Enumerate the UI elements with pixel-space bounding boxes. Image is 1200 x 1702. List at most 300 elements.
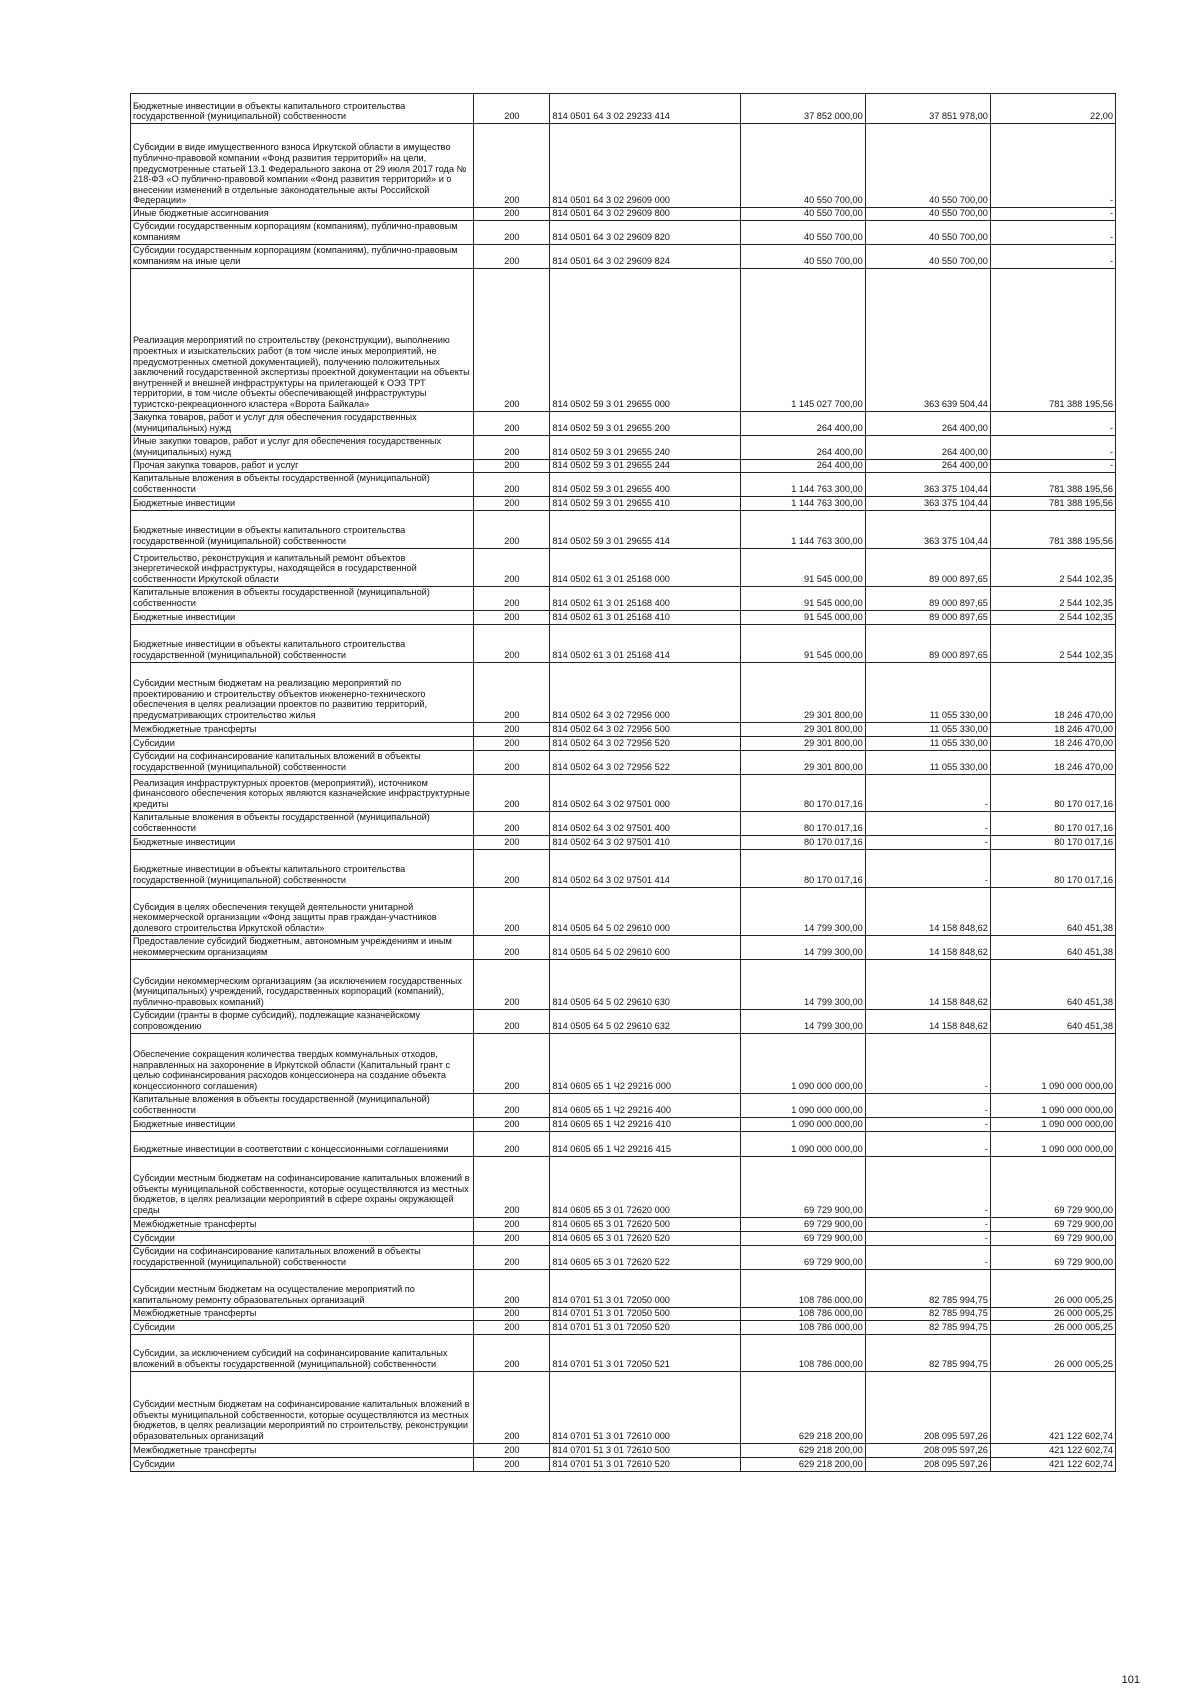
row-kvr: 200	[474, 548, 550, 586]
page-number: 101	[1121, 1674, 1140, 1686]
row-exec: 82 785 994,75	[865, 1307, 990, 1320]
row-exec: 82 785 994,75	[865, 1334, 990, 1371]
row-code: 814 0502 61 3 01 25168 410	[550, 610, 740, 624]
row-plan: 91 545 000,00	[740, 624, 865, 662]
row-kvr: 200	[474, 1217, 550, 1231]
row-name: Реализация инфраструктурных проектов (мероприятий), источником финансового обеспечения которых являются казначейские инфраструктурные кредиты	[131, 774, 474, 811]
row-plan: 40 550 700,00	[740, 124, 865, 208]
table-row	[131, 736, 1116, 750]
row-code: 814 0505 64 5 02 29610 600	[550, 935, 740, 959]
row-code: 814 0502 64 3 02 97501 000	[550, 774, 740, 811]
row-plan: 69 729 900,00	[740, 1217, 865, 1231]
row-plan: 264 400,00	[740, 459, 865, 472]
row-remainder: -	[990, 411, 1115, 435]
table-row	[131, 472, 1116, 496]
table-row	[131, 1334, 1116, 1371]
row-code: 814 0502 64 3 02 97501 414	[550, 849, 740, 887]
row-code: 814 0701 51 3 01 72050 000	[550, 1269, 740, 1307]
row-exec: 82 785 994,75	[865, 1269, 990, 1307]
row-kvr: 200	[474, 1245, 550, 1269]
row-name: Субсидии	[131, 736, 474, 750]
row-plan: 108 786 000,00	[740, 1269, 865, 1307]
row-exec: 14 158 848,62	[865, 887, 990, 935]
table-row	[131, 1320, 1116, 1334]
table-row	[131, 1131, 1116, 1156]
row-remainder: 421 122 602,74	[990, 1371, 1115, 1443]
row-kvr: 200	[474, 459, 550, 472]
row-plan: 14 799 300,00	[740, 887, 865, 935]
row-name: Межбюджетные трансферты	[131, 1307, 474, 1320]
row-remainder: 2 544 102,35	[990, 624, 1115, 662]
table-row	[131, 722, 1116, 736]
row-kvr: 200	[474, 586, 550, 610]
table-row	[131, 220, 1116, 244]
row-remainder: -	[990, 459, 1115, 472]
row-kvr: 200	[474, 268, 550, 411]
row-remainder: -	[990, 208, 1115, 221]
row-code: 814 0501 64 3 02 29609 000	[550, 124, 740, 208]
row-code: 814 0605 65 3 01 72620 522	[550, 1245, 740, 1269]
row-kvr: 200	[474, 1334, 550, 1371]
row-name: Субсидии, за исключением субсидий на софинансирование капитальных вложений в объекты государственной (муниципальной) собственности	[131, 1334, 474, 1371]
row-plan: 1 144 763 300,00	[740, 510, 865, 548]
row-name: Субсидии государственным корпорациям (компаниям), публично-правовым компаниям	[131, 220, 474, 244]
row-kvr: 200	[474, 610, 550, 624]
table-row	[131, 959, 1116, 1009]
table-row	[131, 624, 1116, 662]
row-remainder: 69 729 900,00	[990, 1217, 1115, 1231]
row-kvr: 200	[474, 774, 550, 811]
table-row	[131, 750, 1116, 774]
row-name: Субсидии (гранты в форме субсидий), подлежащие казначейскому сопровождению	[131, 1009, 474, 1033]
row-plan: 69 729 900,00	[740, 1231, 865, 1245]
row-code: 814 0502 61 3 01 25168 400	[550, 586, 740, 610]
row-name: Прочая закупка товаров, работ и услуг	[131, 459, 474, 472]
row-name: Бюджетные инвестиции	[131, 496, 474, 510]
row-code: 814 0701 51 3 01 72050 520	[550, 1320, 740, 1334]
row-kvr: 200	[474, 1231, 550, 1245]
table-row	[131, 662, 1116, 722]
row-remainder: 1 090 000 000,00	[990, 1131, 1115, 1156]
row-plan: 1 144 763 300,00	[740, 472, 865, 496]
row-remainder: 781 388 195,56	[990, 472, 1115, 496]
row-exec: 89 000 897,65	[865, 624, 990, 662]
row-name: Субсидии государственным корпорациям (компаниям), публично-правовым компаниям на иные цели	[131, 244, 474, 268]
row-name: Субсидии местным бюджетам на осуществление мероприятий по капитальному ремонту образовательных организаций	[131, 1269, 474, 1307]
row-exec: 363 639 504,44	[865, 268, 990, 411]
row-remainder: 26 000 005,25	[990, 1334, 1115, 1371]
row-kvr: 200	[474, 624, 550, 662]
table-row	[131, 1033, 1116, 1093]
table-row	[131, 244, 1116, 268]
row-plan: 1 090 000 000,00	[740, 1131, 865, 1156]
row-kvr: 200	[474, 94, 550, 124]
table-row	[131, 1117, 1116, 1131]
row-exec: -	[865, 1093, 990, 1117]
table-row	[131, 268, 1116, 411]
row-kvr: 200	[474, 1269, 550, 1307]
row-name: Иные закупки товаров, работ и услуг для обеспечения государственных (муниципальных) нужд	[131, 435, 474, 459]
report-sheet	[130, 93, 1116, 1472]
row-exec: -	[865, 1217, 990, 1231]
row-remainder: 1 090 000 000,00	[990, 1033, 1115, 1093]
table-row	[131, 1217, 1116, 1231]
row-code: 814 0605 65 1 Ч2 29216 400	[550, 1093, 740, 1117]
row-exec: 264 400,00	[865, 411, 990, 435]
table-row	[131, 208, 1116, 221]
row-kvr: 200	[474, 1131, 550, 1156]
row-kvr: 200	[474, 1033, 550, 1093]
row-code: 814 0605 65 3 01 72620 520	[550, 1231, 740, 1245]
row-plan: 1 145 027 700,00	[740, 268, 865, 411]
row-plan: 108 786 000,00	[740, 1320, 865, 1334]
budget-table	[130, 93, 1116, 1472]
row-exec: 11 055 330,00	[865, 662, 990, 722]
row-exec: -	[865, 811, 990, 835]
table-row	[131, 849, 1116, 887]
row-remainder: 69 729 900,00	[990, 1245, 1115, 1269]
row-plan: 1 144 763 300,00	[740, 496, 865, 510]
row-exec: 14 158 848,62	[865, 959, 990, 1009]
row-plan: 29 301 800,00	[740, 736, 865, 750]
row-remainder: 26 000 005,25	[990, 1269, 1115, 1307]
row-name: Капитальные вложения в объекты государственной (муниципальной) собственности	[131, 811, 474, 835]
budget-table-body	[131, 94, 1116, 1472]
row-exec: 37 851 978,00	[865, 94, 990, 124]
row-kvr: 200	[474, 722, 550, 736]
row-remainder: 2 544 102,35	[990, 610, 1115, 624]
row-remainder: 1 090 000 000,00	[990, 1093, 1115, 1117]
row-plan: 40 550 700,00	[740, 220, 865, 244]
row-code: 814 0701 51 3 01 72610 000	[550, 1371, 740, 1443]
row-name: Субсидии некоммерческим организациям (за исключением государственных (муниципальных) учреждений, государственных корпораций (компаний), публично-правовых компаний)	[131, 959, 474, 1009]
row-code: 814 0502 59 3 01 29655 244	[550, 459, 740, 472]
row-code: 814 0502 59 3 01 29655 200	[550, 411, 740, 435]
row-remainder: -	[990, 220, 1115, 244]
row-code: 814 0605 65 3 01 72620 000	[550, 1156, 740, 1217]
table-row	[131, 496, 1116, 510]
table-row	[131, 1307, 1116, 1320]
row-remainder: 69 729 900,00	[990, 1231, 1115, 1245]
row-kvr: 200	[474, 849, 550, 887]
table-row	[131, 411, 1116, 435]
row-remainder: 26 000 005,25	[990, 1307, 1115, 1320]
row-kvr: 200	[474, 208, 550, 221]
row-kvr: 200	[474, 472, 550, 496]
row-kvr: 200	[474, 220, 550, 244]
row-exec: -	[865, 835, 990, 849]
row-name: Межбюджетные трансферты	[131, 1443, 474, 1457]
table-row	[131, 1156, 1116, 1217]
row-exec: 208 095 597,26	[865, 1443, 990, 1457]
row-exec: 264 400,00	[865, 459, 990, 472]
row-remainder: 69 729 900,00	[990, 1156, 1115, 1217]
table-row	[131, 1443, 1116, 1457]
row-kvr: 200	[474, 750, 550, 774]
row-name: Бюджетные инвестиции в объекты капитального строительства государственной (муниципальной) собственности	[131, 624, 474, 662]
table-row	[131, 510, 1116, 548]
row-name: Субсидии	[131, 1231, 474, 1245]
row-name: Бюджетные инвестиции в соответствии с концессионными соглашениями	[131, 1131, 474, 1156]
row-plan: 629 218 200,00	[740, 1371, 865, 1443]
row-kvr: 200	[474, 811, 550, 835]
row-exec: 208 095 597,26	[865, 1371, 990, 1443]
row-name: Субсидии	[131, 1320, 474, 1334]
row-name: Бюджетные инвестиции	[131, 610, 474, 624]
row-plan: 14 799 300,00	[740, 959, 865, 1009]
row-plan: 37 852 000,00	[740, 94, 865, 124]
row-plan: 108 786 000,00	[740, 1334, 865, 1371]
row-plan: 80 170 017,16	[740, 835, 865, 849]
table-row	[131, 1231, 1116, 1245]
row-remainder: 18 246 470,00	[990, 750, 1115, 774]
row-name: Субсидии	[131, 1457, 474, 1471]
table-row	[131, 1245, 1116, 1269]
row-exec: -	[865, 1033, 990, 1093]
row-kvr: 200	[474, 959, 550, 1009]
table-row	[131, 1457, 1116, 1471]
row-exec: 11 055 330,00	[865, 736, 990, 750]
table-row	[131, 435, 1116, 459]
row-remainder: 80 170 017,16	[990, 774, 1115, 811]
row-exec: -	[865, 1117, 990, 1131]
row-remainder: 22,00	[990, 94, 1115, 124]
row-code: 814 0502 64 3 02 72956 500	[550, 722, 740, 736]
row-code: 814 0502 61 3 01 25168 000	[550, 548, 740, 586]
row-plan: 69 729 900,00	[740, 1245, 865, 1269]
row-code: 814 0701 51 3 01 72050 500	[550, 1307, 740, 1320]
row-exec: 82 785 994,75	[865, 1320, 990, 1334]
row-name: Предоставление субсидий бюджетным, автономным учреждениям и иным некоммерческим организациям	[131, 935, 474, 959]
row-kvr: 200	[474, 1156, 550, 1217]
row-name: Межбюджетные трансферты	[131, 722, 474, 736]
row-code: 814 0502 64 3 02 72956 520	[550, 736, 740, 750]
row-remainder: 640 451,38	[990, 935, 1115, 959]
row-exec: 208 095 597,26	[865, 1457, 990, 1471]
row-plan: 1 090 000 000,00	[740, 1033, 865, 1093]
row-exec: 40 550 700,00	[865, 244, 990, 268]
table-row	[131, 811, 1116, 835]
row-exec: -	[865, 1231, 990, 1245]
row-remainder: 1 090 000 000,00	[990, 1117, 1115, 1131]
table-row	[131, 586, 1116, 610]
row-name: Обеспечение сокращения количества твердых коммунальных отходов, направленных на захоронение в Иркутской области (Капитальный грант с целью софинансирования расходов концессионера на создание объекта концессионного соглашения)	[131, 1033, 474, 1093]
row-remainder: -	[990, 244, 1115, 268]
row-name: Бюджетные инвестиции в объекты капитального строительства государственной (муниципальной) собственности	[131, 94, 474, 124]
row-remainder: 80 170 017,16	[990, 849, 1115, 887]
row-code: 814 0502 64 3 02 97501 410	[550, 835, 740, 849]
row-code: 814 0502 64 3 02 72956 522	[550, 750, 740, 774]
table-row	[131, 1093, 1116, 1117]
row-plan: 1 090 000 000,00	[740, 1117, 865, 1131]
row-plan: 264 400,00	[740, 435, 865, 459]
row-remainder: 80 170 017,16	[990, 835, 1115, 849]
table-row	[131, 1009, 1116, 1033]
row-code: 814 0605 65 3 01 72620 500	[550, 1217, 740, 1231]
row-exec: 363 375 104,44	[865, 496, 990, 510]
row-code: 814 0605 65 1 Ч2 29216 410	[550, 1117, 740, 1131]
row-plan: 629 218 200,00	[740, 1443, 865, 1457]
row-remainder: 781 388 195,56	[990, 496, 1115, 510]
row-kvr: 200	[474, 887, 550, 935]
table-row	[131, 835, 1116, 849]
row-exec: 363 375 104,44	[865, 510, 990, 548]
row-name: Бюджетные инвестиции в объекты капитального строительства государственной (муниципальной) собственности	[131, 510, 474, 548]
row-remainder: 18 246 470,00	[990, 736, 1115, 750]
row-code: 814 0505 64 5 02 29610 000	[550, 887, 740, 935]
row-remainder: 18 246 470,00	[990, 722, 1115, 736]
row-name: Субсидии местным бюджетам на софинансирование капитальных вложений в объекты муниципальной собственности, которые осуществляются из местных бюджетов, в целях реализации мероприятий по строительству, реконструкции образовательных организаций	[131, 1371, 474, 1443]
row-code: 814 0502 59 3 01 29655 414	[550, 510, 740, 548]
row-name: Закупка товаров, работ и услуг для обеспечения государственных (муниципальных) нужд	[131, 411, 474, 435]
row-plan: 91 545 000,00	[740, 610, 865, 624]
row-plan: 29 301 800,00	[740, 662, 865, 722]
row-code: 814 0505 64 5 02 29610 632	[550, 1009, 740, 1033]
row-name: Капитальные вложения в объекты государственной (муниципальной) собственности	[131, 586, 474, 610]
row-kvr: 200	[474, 244, 550, 268]
row-name: Субсидии в виде имущественного взноса Иркутской области в имущество публично-правовой компании «Фонд развития территорий» на цели, предусмотренные статьей 13.1 Федерального закона от 29 июля 2017 года № 218-ФЗ «О публично-правовой компании «Фонд развития территорий» и о внесении изменений в отдельные законодательные акты Российской Федерации»	[131, 124, 474, 208]
row-kvr: 200	[474, 496, 550, 510]
row-remainder: -	[990, 435, 1115, 459]
row-code: 814 0605 65 1 Ч2 29216 415	[550, 1131, 740, 1156]
row-kvr: 200	[474, 935, 550, 959]
row-name: Межбюджетные трансферты	[131, 1217, 474, 1231]
table-row	[131, 887, 1116, 935]
row-name: Субсидии местным бюджетам на софинансирование капитальных вложений в объекты муниципальной собственности, которые осуществляются из местных бюджетов, в целях реализации мероприятий в сфере охраны окружающей среды	[131, 1156, 474, 1217]
table-row	[131, 610, 1116, 624]
row-exec: -	[865, 849, 990, 887]
row-exec: 89 000 897,65	[865, 610, 990, 624]
row-kvr: 200	[474, 1443, 550, 1457]
row-plan: 80 170 017,16	[740, 774, 865, 811]
row-remainder: 640 451,38	[990, 959, 1115, 1009]
row-plan: 29 301 800,00	[740, 750, 865, 774]
row-kvr: 200	[474, 1371, 550, 1443]
row-exec: 40 550 700,00	[865, 124, 990, 208]
row-name: Бюджетные инвестиции	[131, 1117, 474, 1131]
row-code: 814 0502 64 3 02 97501 400	[550, 811, 740, 835]
row-plan: 14 799 300,00	[740, 935, 865, 959]
row-name: Субсидии на софинансирование капитальных вложений в объекты государственной (муниципальной) собственности	[131, 1245, 474, 1269]
row-name: Субсидии местным бюджетам на реализацию мероприятий по проектированию и строительству объектов инженерно-технического обеспечения в целях реализации проектов по развитию территорий, предусматривающих строительство жилья	[131, 662, 474, 722]
row-kvr: 200	[474, 1320, 550, 1334]
row-name: Бюджетные инвестиции в объекты капитального строительства государственной (муниципальной) собственности	[131, 849, 474, 887]
row-name: Капитальные вложения в объекты государственной (муниципальной) собственности	[131, 1093, 474, 1117]
row-kvr: 200	[474, 1009, 550, 1033]
row-remainder: 26 000 005,25	[990, 1320, 1115, 1334]
row-code: 814 0701 51 3 01 72610 520	[550, 1457, 740, 1471]
row-code: 814 0502 59 3 01 29655 400	[550, 472, 740, 496]
row-name: Бюджетные инвестиции	[131, 835, 474, 849]
row-code: 814 0501 64 3 02 29233 414	[550, 94, 740, 124]
table-row	[131, 459, 1116, 472]
row-exec: -	[865, 774, 990, 811]
row-kvr: 200	[474, 510, 550, 548]
row-code: 814 0701 51 3 01 72610 500	[550, 1443, 740, 1457]
table-row	[131, 774, 1116, 811]
row-kvr: 200	[474, 1093, 550, 1117]
row-remainder: 18 246 470,00	[990, 662, 1115, 722]
row-remainder: -	[990, 124, 1115, 208]
row-kvr: 200	[474, 435, 550, 459]
row-name: Иные бюджетные ассигнования	[131, 208, 474, 221]
row-exec: 14 158 848,62	[865, 1009, 990, 1033]
table-row	[131, 1371, 1116, 1443]
row-code: 814 0501 64 3 02 29609 824	[550, 244, 740, 268]
row-remainder: 640 451,38	[990, 887, 1115, 935]
row-remainder: 421 122 602,74	[990, 1443, 1115, 1457]
row-plan: 91 545 000,00	[740, 548, 865, 586]
row-kvr: 200	[474, 1307, 550, 1320]
row-plan: 629 218 200,00	[740, 1457, 865, 1471]
row-exec: -	[865, 1245, 990, 1269]
row-code: 814 0502 59 3 01 29655 410	[550, 496, 740, 510]
row-kvr: 200	[474, 736, 550, 750]
row-code: 814 0701 51 3 01 72050 521	[550, 1334, 740, 1371]
row-exec: 14 158 848,62	[865, 935, 990, 959]
row-kvr: 200	[474, 124, 550, 208]
row-plan: 29 301 800,00	[740, 722, 865, 736]
row-plan: 91 545 000,00	[740, 586, 865, 610]
row-code: 814 0502 59 3 01 29655 000	[550, 268, 740, 411]
row-exec: 40 550 700,00	[865, 208, 990, 221]
row-kvr: 200	[474, 1117, 550, 1131]
row-code: 814 0502 61 3 01 25168 414	[550, 624, 740, 662]
row-remainder: 640 451,38	[990, 1009, 1115, 1033]
table-row	[131, 548, 1116, 586]
row-exec: -	[865, 1131, 990, 1156]
row-exec: 264 400,00	[865, 435, 990, 459]
row-remainder: 80 170 017,16	[990, 811, 1115, 835]
row-plan: 40 550 700,00	[740, 244, 865, 268]
row-remainder: 2 544 102,35	[990, 586, 1115, 610]
row-name: Строительство, реконструкция и капитальный ремонт объектов энергетической инфраструктуры, находящейся в государственной собственности Иркутской области	[131, 548, 474, 586]
row-plan: 80 170 017,16	[740, 849, 865, 887]
row-plan: 80 170 017,16	[740, 811, 865, 835]
row-exec: 11 055 330,00	[865, 722, 990, 736]
row-name: Субсидия в целях обеспечения текущей деятельности унитарной некоммерческой организации «Фонд защиты прав граждан-участников долевого строительства Иркутской области»	[131, 887, 474, 935]
row-remainder: 2 544 102,35	[990, 548, 1115, 586]
row-exec: 11 055 330,00	[865, 750, 990, 774]
row-kvr: 200	[474, 662, 550, 722]
row-code: 814 0502 64 3 02 72956 000	[550, 662, 740, 722]
row-code: 814 0501 64 3 02 29609 800	[550, 208, 740, 221]
row-exec: 89 000 897,65	[865, 586, 990, 610]
row-remainder: 421 122 602,74	[990, 1457, 1115, 1471]
row-code: 814 0501 64 3 02 29609 820	[550, 220, 740, 244]
table-row	[131, 94, 1116, 124]
row-code: 814 0502 59 3 01 29655 240	[550, 435, 740, 459]
row-plan: 14 799 300,00	[740, 1009, 865, 1033]
table-row	[131, 1269, 1116, 1307]
row-plan: 1 090 000 000,00	[740, 1093, 865, 1117]
row-name: Реализация мероприятий по строительству (реконструкции), выполнению проектных и изыскательских работ (в том числе иных мероприятий, не предусмотренных сметной документацией), получению положительных заключений государственной экспертизы проектной документации на объекты внутренней и внешней инфраструктуры на прилегающей к ОЭЗ ТРТ территории, в том числе объекты обеспечивающей инфраструктуры туристско-рекреационного кластера «Ворота Байкала»	[131, 268, 474, 411]
row-exec: 363 375 104,44	[865, 472, 990, 496]
row-kvr: 200	[474, 411, 550, 435]
row-exec: 40 550 700,00	[865, 220, 990, 244]
row-code: 814 0605 65 1 Ч2 29216 000	[550, 1033, 740, 1093]
table-row	[131, 124, 1116, 208]
row-plan: 69 729 900,00	[740, 1156, 865, 1217]
row-plan: 264 400,00	[740, 411, 865, 435]
row-kvr: 200	[474, 835, 550, 849]
row-exec: 89 000 897,65	[865, 548, 990, 586]
row-remainder: 781 388 195,56	[990, 268, 1115, 411]
row-plan: 40 550 700,00	[740, 208, 865, 221]
row-name: Субсидии на софинансирование капитальных вложений в объекты государственной (муниципальной) собственности	[131, 750, 474, 774]
row-exec: -	[865, 1156, 990, 1217]
row-remainder: 781 388 195,56	[990, 510, 1115, 548]
